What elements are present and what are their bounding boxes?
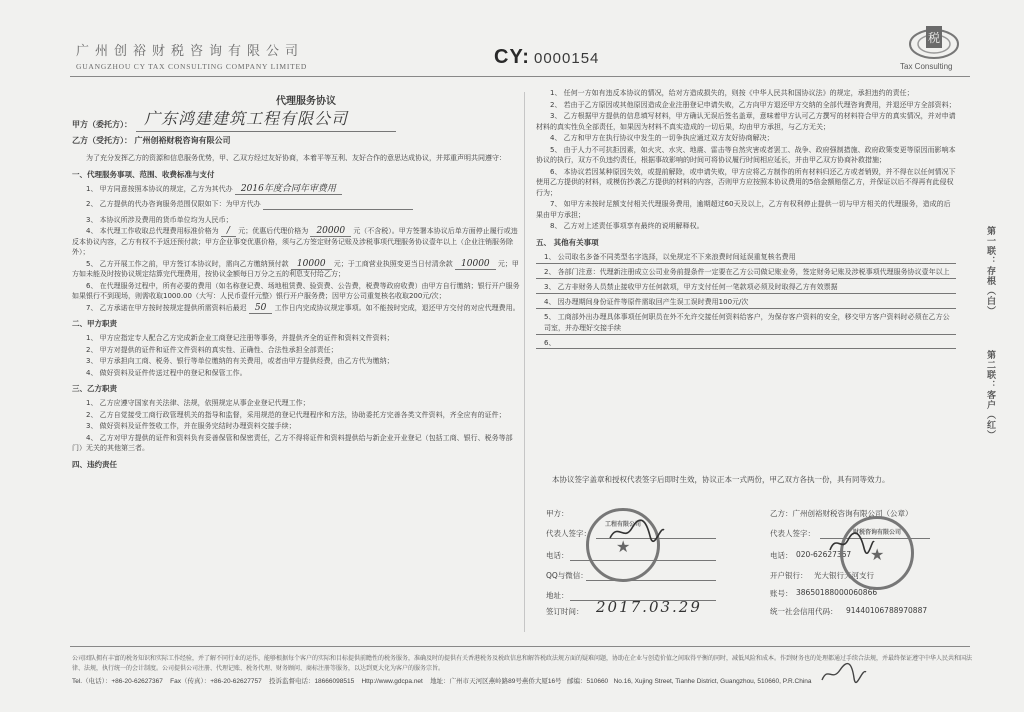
party-b-row [72, 133, 520, 149]
sign-a-tel-label: 电话： [546, 551, 569, 560]
clause-1-5-text-c: 元；甲方如未能及时按协议规定结算完代理费用，按协议金额每日万分之五的利息支付给乙方； [72, 259, 519, 278]
clause-1-1-fill[interactable]: 2016年度合同年审费用 [235, 184, 342, 195]
sign-b-bank-label: 开户银行： [770, 571, 808, 580]
party-a-stamp-text: 工程有限公司 [604, 521, 641, 528]
company-logo-icon [906, 22, 962, 62]
clause-2-2: 2、 甲方对提供的证件和证件文件资料的真实性、正确性、合法性承担全部责任； [86, 345, 338, 354]
liability-clause-2: 2、 若由于乙方原因或其他原因造成企业注册登记申请失败，乙方向甲方退还甲方交纳的全部代理咨询费用，并退还甲方全部资料； [550, 100, 956, 109]
section-2-title: 二、甲方职责 [72, 319, 117, 328]
serial-number: 0000154 [534, 50, 600, 67]
closing-statement: 本协议签字盖章和授权代表签字后即时生效，协议正本一式两份，甲乙双方各执一份，具有同等效力。 [552, 475, 890, 484]
other-item-2: 2、 各部门注意：代理新注册成立公司业务前提条件一定要在乙方公司做记账业务，签定财务记账及涉税事项代理服务协议壹年以上 [536, 267, 956, 279]
clause-1-7-text-a: 7、 乙方承诺在甲方按时按规定提供所需资料后最迟 [86, 303, 247, 312]
footer-signature-icon [818, 662, 868, 686]
footer-hotline: 投诉监督电话：18666098515 [268, 678, 355, 685]
liability-clause-8: 8、 乙方对上述责任事项享有最终的说明解释权。 [550, 222, 704, 230]
left-column [72, 88, 520, 474]
clause-1-4-text-a: 4、 本代理工作收取总代理费用标准价格为 [86, 227, 219, 235]
stamp-star-icon: ★ [616, 537, 631, 556]
sign-a-date-label: 签订时间： [546, 607, 584, 616]
sign-b-credit-label: 统一社会信用代码： [770, 607, 838, 616]
footer-fax: Fax（传真）：+86-20-62627757 [170, 678, 262, 685]
sign-a-addr-label: 地址： [546, 591, 569, 600]
column-divider [524, 92, 525, 632]
liability-clause-1: 1、 任何一方如有违反本协议的情况，给对方造成损失的，则按《中华人民共和国协议法》的规定，承担违约的责任； [550, 89, 914, 97]
clause-1-2 [72, 199, 520, 210]
clause-1-4-standard-price[interactable]: / [221, 226, 236, 237]
other-item-6[interactable]: 6、 [536, 338, 956, 349]
sign-a-rep-label: 代表人签字： [546, 529, 591, 538]
clause-2-4: 4、 做好资料及证件传送过程中的登记和保管工作。 [86, 368, 247, 377]
party-b-signature-icon [826, 530, 876, 556]
clause-3-3: 3、 做好资料及证件签收工作，并在服务完结时办理资料交接手续； [86, 422, 296, 430]
sign-b-tel-label: 电话： [770, 551, 793, 560]
clause-1-4-text-c: 元（不含税）。甲方签署本协议后单方面停止履行或违反本协议内容，乙方有权不予返还预付款；甲方企业事变优惠价格，须与乙方签定财务记账及涉税事项代理服务协议壹年以上（企业注销服务除外）； [72, 227, 518, 256]
liability-clause-7: 7、 如甲方未按时足额支付相关代理服务费用，逾期超过60天及以上，乙方有权利停止提供一切与甲方相关的代理服务，造成的后果由甲方承担； [536, 200, 951, 219]
clause-1-3: 3、 本协议所涉及费用的货币单位均为人民币； [86, 215, 233, 224]
clause-1-5-text-b: 元；于工商营业执照变更当日付清余款 [333, 259, 453, 268]
footer-website[interactable]: Http://www.gdcpa.net [361, 678, 423, 685]
footer-postcode: 邮编：510660 [566, 678, 609, 685]
clause-1-2-blank[interactable] [263, 202, 413, 210]
stamp-star-icon: ★ [870, 545, 885, 564]
sign-a-date-handwritten[interactable]: 2017.03.29 [596, 598, 702, 616]
clause-2-1: 1、 甲方应指定专人配合乙方完成新企业工商登记注册等事务，并提供齐全的证件和资料文件资料； [86, 334, 394, 342]
liability-clause-6: 6、 本协议若因某种原因失效，或提前解除，或申请失败，甲方应将乙方制作的所有材料归还乙方或者销毁，并不得在以任何情况下使用乙方提供的材料，或模仿抄袭乙方提供的材料的内容，否则甲方应按照本协议费用的5倍金额赔偿乙方，并保证以后不得再有此侵权行为； [536, 167, 956, 197]
other-item-1: 1、 公司取名多备不同类型名字选择，以免规定不下来浪费时间延误重复核名费用 [536, 252, 956, 264]
footer-description: 公司团队拥有丰富的税务知识和实际工作经验，并了解不同行业的运作，能够根据每个客户的实际和目标提供前瞻性的税务服务，准确及时的提供有关香港税务及税政信息和解答税政法规方面的疑难问题，协助在企业与创造价值之间取得平衡的同时，减低风险和成本。作到财务也的处理都通过手续合法规，并最终保证遵守中华人民共和国法律、法规，执行统一的会计制度。公司提供公司注册、代理记账、税务代理、财务顾问、商标注册等服务，以达到更大化为客户的服务宗旨。 [72, 655, 973, 672]
party-a-handwritten-name[interactable]: 广东鸿建建筑工程有限公司 [144, 109, 349, 128]
liability-clause-5: 5、 由于人力不可抗拒因素，如火灾、水灾、地震、雷击等自然灾害或者罢工、战争、政府强制措施、政府政策变更等原因而影响本协议的执行，双方不负违约责任，根据事故影响的时间可将协议履行时间相应延长，并由甲乙双方协商补救措施； [536, 145, 956, 164]
sign-b-rep-label: 代表人签字： [770, 529, 815, 538]
sign-b-credit-value: 91440106788970887 [846, 606, 928, 615]
footer-tel: Tel.（电话）：+86-20-62627367 [72, 678, 163, 685]
document-title: 代理服务协议 [276, 96, 336, 107]
sign-b-tel-value: 020-62627367 [796, 550, 852, 559]
other-item-5: 5、 工商部外出办理具体事项任何职员在外不允许交接任何资料给客户，为保存客户资料的安全，移交甲方客户资料时必须在乙方公司室，并办理好交接手续 [536, 312, 956, 335]
other-item-3: 3、 乙方非财务人员禁止接收甲方任何款项，甲方支付任何一笔款项必须及时取得乙方有效票据 [536, 282, 956, 294]
sign-a-qq-line[interactable] [586, 580, 716, 581]
sign-b-account-label: 账号： [770, 589, 793, 598]
clause-1-5 [72, 259, 520, 280]
section-1-title: 一、代理服务事项、范围、收费标准与支付 [72, 169, 215, 179]
clause-1-5-text-a: 5、 乙方开展工作之前，甲方签订本协议时，需向乙方缴纳预付款 [86, 259, 289, 268]
party-b-label: 乙方（受托方）： [72, 136, 132, 145]
sign-a-label: 甲方： [546, 509, 569, 518]
header-divider [70, 76, 970, 77]
party-a-underline [136, 131, 396, 132]
clause-1-4-text-b: 元；优惠后代理价格为 [238, 227, 309, 235]
liability-clause-4: 4、 乙方和甲方在执行协议中发生的一切争执应通过双方友好协商解决； [550, 134, 774, 142]
company-name-en: GUANGZHOU CY TAX CONSULTING COMPANY LIMITED [76, 62, 308, 71]
other-item-4: 4、 因办理期间身份证件等原件需取回产生误工误时费用100元/次 [536, 297, 956, 309]
section-3-title: 三、乙方职责 [72, 384, 117, 393]
party-b-stamp-text: 财税咨询有限公司 [852, 529, 901, 536]
sign-b-label: 乙方：广州创裕财税咨询有限公司（公章） [770, 509, 913, 518]
party-a-label: 甲方（委托方）： [72, 120, 132, 129]
section-5-title: 五、 其他有关事项 [536, 237, 599, 247]
intro-paragraph: 为了充分发挥乙方的资源和信息服务优势，甲、乙双方经过友好协商，本着平等互利、友好合作的意思达成协议，并郑重声明共同遵守： [86, 154, 506, 162]
clause-1-1 [72, 184, 520, 195]
clause-1-1-text: 1、 甲方同意按照本协议的规定，乙方为其代办 [86, 184, 233, 193]
party-a-signature-icon [606, 516, 666, 546]
sign-b-bank-value: 光大银行天河支行 [814, 571, 874, 580]
clause-1-7-text-b: 工作日内完成协议规定事项。如不能按时完成，退还甲方交付的对应代理费用。 [274, 303, 520, 312]
clause-1-6: 6、 在代理服务过程中，所有必要的费用（如名称登记费、场地租赁费、验资费、公告费，税费等政府收费）由甲方自行缴纳；银行开户服务如果银行不到现场，则需收取1000.00（大写：人民币壹仟元整）银行开户服务费；因甲方公司重复核名收取200元/次； [72, 281, 520, 300]
liability-clause-3: 3、 乙方根据甲方提供的信息填写材料，甲方确认无误后签名盖章，意味着甲方认可乙方撰写的材料符合甲方的真实情况，并对申请材料的真实性负全部责任，如果因为材料不真实造成的一切后果，均由甲方承担，与乙方无关； [536, 112, 956, 131]
party-a-row [72, 109, 520, 133]
footer-divider [70, 646, 970, 647]
sign-b-account-value: 38650188000060866 [796, 588, 878, 597]
clause-3-2: 2、 乙方自觉接受工商行政管理机关的指导和监督，采用规范的登记代理程序和方法，协助委托方完善各类文件资料，齐全应有的证件； [86, 410, 506, 419]
document-header [0, 0, 1024, 80]
clause-1-2-text: 2、 乙方提供的代办咨询服务范围仅限如下：为甲方代办 [86, 200, 261, 208]
clause-1-5-balance[interactable]: 10000 [455, 259, 496, 270]
copy-label-stub: 第一联：存根（白） [985, 226, 995, 316]
section-4-title: 四、违约责任 [72, 459, 117, 469]
clause-1-7 [72, 303, 520, 314]
clause-2-3: 3、 甲方承担向工商、税务、银行等单位缴纳的有关费用，或者由甲方提供经费，由乙方代为缴纳； [86, 357, 394, 365]
clause-1-7-days[interactable]: 50 [249, 303, 272, 314]
clause-1-4 [72, 226, 520, 258]
clause-1-4-discount-price[interactable]: 20000 [310, 226, 351, 237]
party-b-name: 广州创裕财税咨询有限公司 [134, 136, 231, 145]
logo-caption: Tax Consulting [900, 62, 953, 71]
footer-address-en: No.16, Xujing Street, Tianhe District, Guangzhou, 510660, P.R.China [613, 678, 812, 685]
footer-address: 地址：广州市天河区燕岭路89号燕侨大厦16号 [430, 678, 562, 685]
clause-1-5-prepay[interactable]: 10000 [291, 259, 332, 270]
sign-a-qq-label: QQ与微信： [546, 571, 588, 580]
svg-text:税: 税 [927, 31, 941, 45]
company-name-cn: 广州创裕财税咨询有限公司 [76, 44, 305, 59]
clause-3-1: 1、 乙方应遵守国家有关法律、法规，依照规定从事企业登记代理工作； [86, 399, 310, 407]
clause-3-4: 4、 乙方对甲方提供的证件和资料负有妥善保管和保密责任，乙方不得将证件和资料提供给与新企业开业登记（包括工商、银行、税务等部门）无关的其他第三者。 [72, 433, 513, 452]
right-column [536, 88, 956, 352]
serial-label: CY: [494, 46, 530, 68]
copy-label-client: 第二联：客户（红） [985, 350, 995, 440]
